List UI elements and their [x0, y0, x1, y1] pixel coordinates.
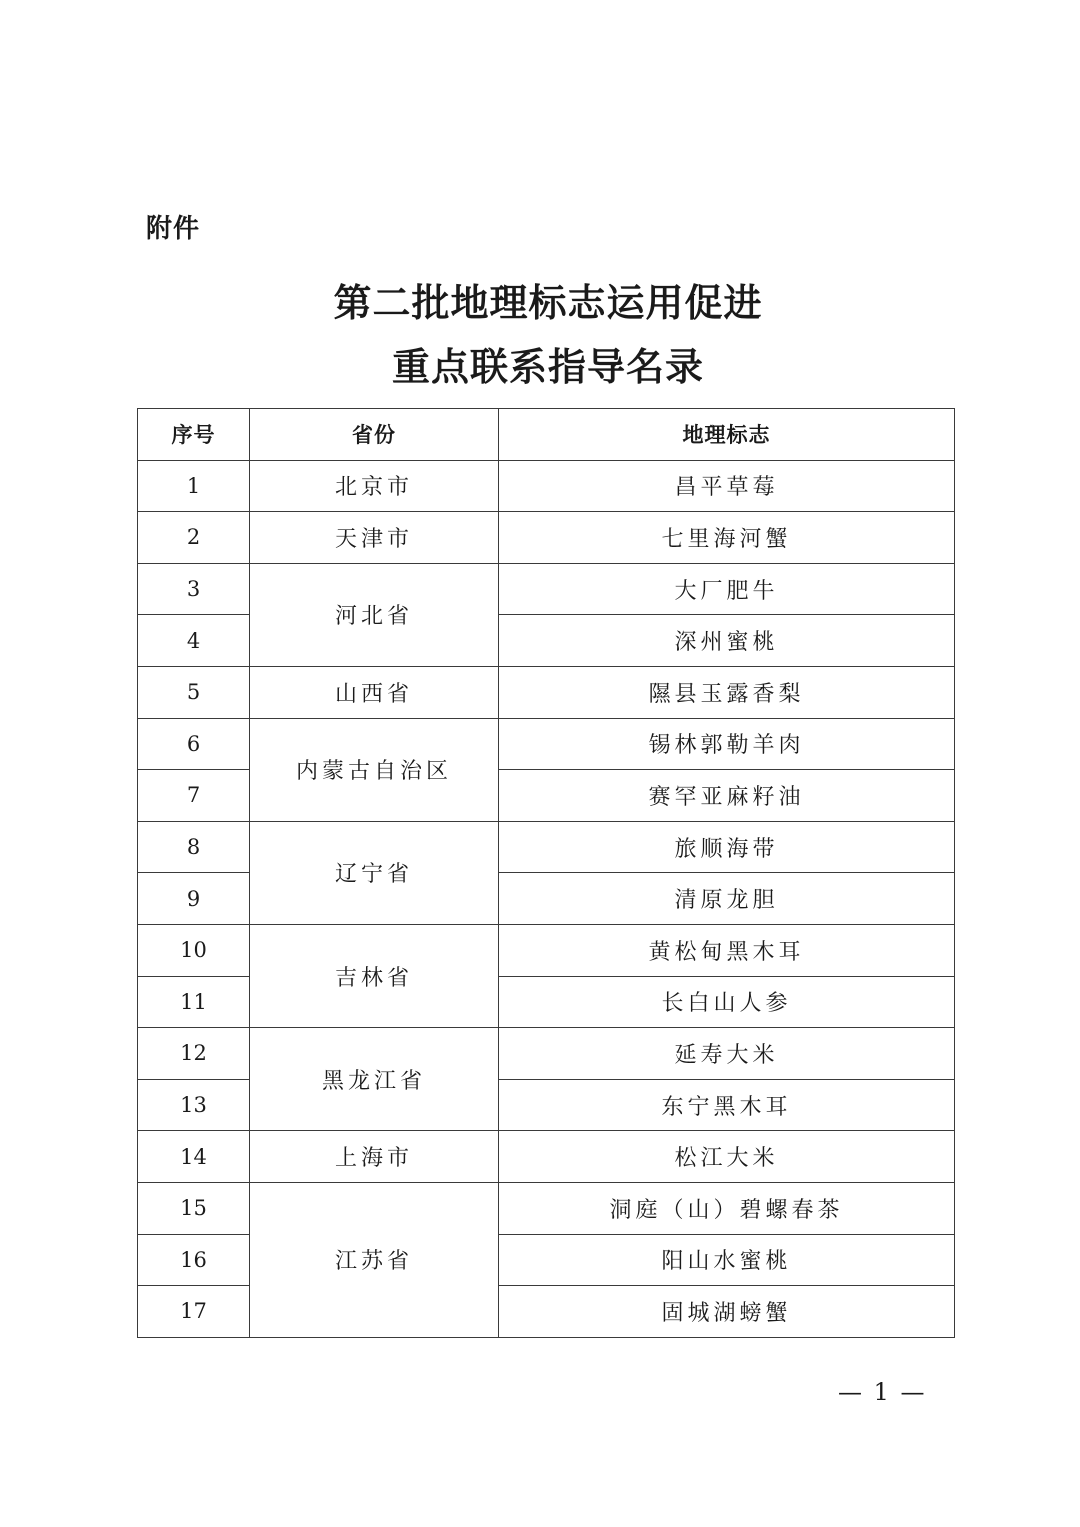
gi-cell: 清原龙胆 — [499, 873, 955, 925]
gi-cell: 黄松甸黑木耳 — [499, 924, 955, 976]
serial-number-cell: 13 — [138, 1079, 250, 1131]
header-serial-number: 序号 — [138, 409, 250, 461]
gi-cell: 昌平草莓 — [499, 460, 955, 512]
gi-cell: 松江大米 — [499, 1131, 955, 1183]
header-geographical-indication: 地理标志 — [499, 409, 955, 461]
table-header-row — [138, 409, 955, 461]
serial-number-cell: 3 — [138, 563, 250, 615]
serial-number-cell: 11 — [138, 976, 250, 1028]
province-cell: 吉林省 — [250, 924, 499, 1027]
serial-number-cell: 8 — [138, 821, 250, 873]
gi-cell: 洞庭（山）碧螺春茶 — [499, 1182, 955, 1234]
serial-number-cell: 2 — [138, 512, 250, 564]
document-title-line-1: 第二批地理标志运用促进 — [333, 280, 763, 325]
serial-number-cell: 6 — [138, 718, 250, 770]
gi-cell: 固城湖螃蟹 — [499, 1286, 955, 1338]
province-cell: 江苏省 — [250, 1182, 499, 1337]
gi-cell: 七里海河蟹 — [499, 512, 955, 564]
province-cell: 河北省 — [250, 563, 499, 666]
province-cell: 山西省 — [250, 666, 499, 718]
table-row — [138, 460, 955, 512]
table-row — [138, 1028, 955, 1080]
table-row — [138, 563, 955, 615]
province-cell: 辽宁省 — [250, 821, 499, 924]
serial-number-cell: 15 — [138, 1182, 250, 1234]
province-cell: 内蒙古自治区 — [250, 718, 499, 821]
serial-number-cell: 12 — [138, 1028, 250, 1080]
gi-cell: 旅顺海带 — [499, 821, 955, 873]
table-row — [138, 512, 955, 564]
serial-number-cell: 7 — [138, 770, 250, 822]
gi-cell: 东宁黑木耳 — [499, 1079, 955, 1131]
table-row — [138, 821, 955, 873]
gi-roster-table — [137, 408, 955, 1338]
gi-cell: 阳山水蜜桃 — [499, 1234, 955, 1286]
serial-number-cell: 16 — [138, 1234, 250, 1286]
serial-number-cell: 14 — [138, 1131, 250, 1183]
province-cell: 北京市 — [250, 460, 499, 512]
gi-cell: 锡林郭勒羊肉 — [499, 718, 955, 770]
attachment-label: 附件 — [146, 214, 201, 244]
table-row — [138, 1131, 955, 1183]
serial-number-cell: 17 — [138, 1286, 250, 1338]
serial-number-cell: 9 — [138, 873, 250, 925]
gi-cell: 延寿大米 — [499, 1028, 955, 1080]
province-cell: 黑龙江省 — [250, 1028, 499, 1131]
table-row — [138, 666, 955, 718]
serial-number-cell: 5 — [138, 666, 250, 718]
document-title-line-2: 重点联系指导名录 — [391, 344, 704, 389]
province-cell: 上海市 — [250, 1131, 499, 1183]
gi-cell: 深州蜜桃 — [499, 615, 955, 667]
serial-number-cell: 1 — [138, 460, 250, 512]
serial-number-cell: 10 — [138, 924, 250, 976]
table-row — [138, 924, 955, 976]
table-row — [138, 718, 955, 770]
gi-cell: 赛罕亚麻籽油 — [499, 770, 955, 822]
table-row — [138, 1182, 955, 1234]
header-province: 省份 — [250, 409, 499, 461]
page-number: — 1 — — [838, 1378, 927, 1406]
gi-cell: 大厂肥牛 — [499, 563, 955, 615]
gi-cell: 长白山人参 — [499, 976, 955, 1028]
gi-cell: 隰县玉露香梨 — [499, 666, 955, 718]
serial-number-cell: 4 — [138, 615, 250, 667]
province-cell: 天津市 — [250, 512, 499, 564]
